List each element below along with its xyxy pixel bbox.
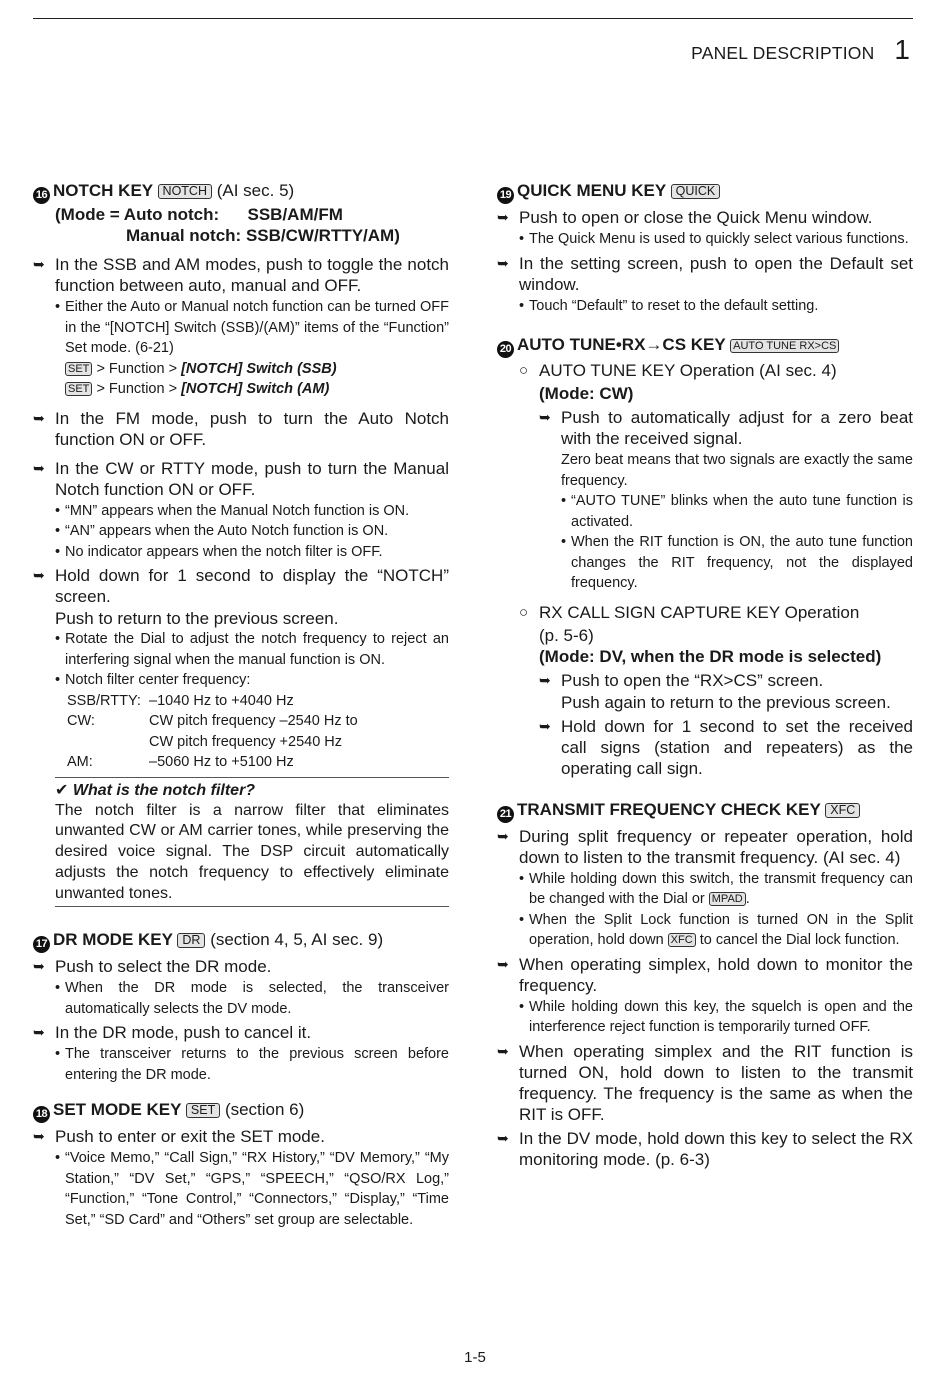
operation-heading: ○ AUTO TUNE KEY Operation (AI sec. 4) [519,360,913,381]
dr-key-icon: DR [177,933,205,948]
freq-value: CW pitch frequency –2540 Hz to [149,713,358,729]
freq-label: SSB/RTTY: [67,692,141,709]
freq-label: AM: [67,754,93,770]
section-heading [497,180,913,204]
action-item: ➥ Hold down for 1 second to set the received call signs (station and repeaters) as the operating call sign. [539,716,913,779]
section-set-mode-key [33,1099,449,1230]
action-item: ➥ When operating simplex, hold down to monitor the frequency. [497,954,913,996]
action-item: ➥ Push to enter or exit the SET mode. [33,1126,449,1147]
xfc-key-icon: XFC [825,803,860,818]
action-item: ➥ In the DV mode, hold down this key to select the RX monitoring mode. (p. 6-3) [497,1128,913,1170]
section-number-icon: 18 [33,1106,50,1123]
note-title: ✔ What is the notch filter? [55,781,256,799]
set-key-icon: SET [65,362,92,376]
action-continuation: Push again to return to the previous screen. [561,692,891,712]
freq-value: CW pitch frequency +2540 Hz [149,733,343,750]
right-column [497,176,913,1184]
bullet-item: • The transceiver returns to the previous screen before entering the DR mode. [55,1044,449,1085]
action-item: ➥ Push to select the DR mode. [33,956,449,977]
bullet-item: • “Voice Memo,” “Call Sign,” “RX History,” “DV Memory,” “My Station,” “DV Set,” “GPS,” “SPEECH,” “QSO/RX Log,” “Function,” “Tone Control,” “Connectors,” “Display,” “Time Set,” “SD Card” and “Others” set group are selectable. [55,1148,449,1230]
section-xfc-key [497,799,913,1170]
action-item: ➥ In the DR mode, push to cancel it. [33,1022,449,1043]
section-ref: (section 4, 5, AI sec. 9) [210,930,384,950]
section-number-icon: 20 [497,341,514,358]
notch-key-icon: NOTCH [158,184,212,199]
bullet-item: • While holding down this key, the squelch is open and the interference reject function is temporarily turned OFF. [519,997,913,1038]
action-item: ➥ Push to open or close the Quick Menu window. [497,207,913,228]
path-item: [NOTCH] Switch (SSB) [181,360,337,377]
action-item: ➥ Push to automatically adjust for a zero beat with the received signal. [539,407,913,449]
mode-line: (Mode: DV, when the DR mode is selected) [539,646,882,666]
page-ref: (p. 5-6) [539,625,594,645]
path-prefix: > Function > [96,360,178,377]
bullet-text: to cancel the Dial lock function. [699,932,900,948]
bullet-item: • The Quick Menu is used to quickly select various functions. [519,229,913,250]
bullet-item: • Either the Auto or Manual notch function can be turned OFF in the “[NOTCH] Switch (SSB)/(AM)” items of the “Function” Set mode. (6-21) [55,297,449,359]
bullet-text: While holding down this switch, the transmit frequency can be changed with the Dial or [529,870,913,907]
bullet-text: When the Split Lock function is turned ON in the Split operation, hold down [529,911,913,948]
left-column [33,176,449,1244]
section-title: QUICK MENU KEY [517,181,666,200]
frequency-table [55,691,449,773]
bullet-item [519,910,913,951]
section-title: SET MODE KEY [53,1100,182,1120]
bullet-item: • When the DR mode is selected, the transceiver automatically selects the DV mode. [55,978,449,1019]
action-item: ➥ During split frequency or repeater operation, hold down to listen to the transmit frequency. (AI sec. 4) [497,826,913,868]
section-title: DR MODE KEY [53,930,173,950]
quick-key-icon: QUICK [671,184,721,199]
note-body: The notch filter is a narrow filter that eliminates unwanted CW or AM carrier tones, while preserving the desired voice signal. The DSP circuit automatically adjusts the notch frequency to effectively eliminate unwanted tones. [55,801,449,902]
section-number-icon: 19 [497,187,514,204]
section-number-icon: 16 [33,187,50,204]
bullet-item: • While holding down this switch, the transmit frequency can be changed with the Dial or MPAD . [519,869,913,910]
menu-path [55,379,449,400]
action-item: ➥ Hold down for 1 second to display the “NOTCH” screen. [33,565,449,607]
path-prefix: > Function > [96,381,178,397]
bullet-item: • Touch “Default” to reset to the default setting. [519,296,913,317]
section-number-icon: 17 [33,936,50,953]
section-ref: (section 6) [224,1100,305,1120]
mode-line-2: Manual notch: SSB/CW/RTTY/AM) [126,226,400,245]
set-key-icon: SET [186,1103,220,1118]
header-title: PANEL DESCRIPTION [691,43,875,63]
section-heading [33,1099,449,1123]
xfc-key-icon: XFC [668,933,696,947]
mode-line: (Mode: CW) [539,384,634,403]
action-item: ➥ In the setting screen, push to open the Default set window. [497,253,913,295]
freq-value: –1040 Hz to +4040 Hz [149,692,294,709]
section-title: TRANSMIT FREQUENCY CHECK KEY [517,799,821,819]
section-title: AUTO TUNE•RX→CS KEY [517,335,726,354]
operation-heading: ○ RX CALL SIGN CAPTURE KEY Operation [519,602,913,623]
set-key-icon: SET [65,382,92,396]
section-heading [33,180,449,204]
bullet-item: • No indicator appears when the notch filter is OFF. [55,542,449,563]
action-item: ➥ In the CW or RTTY mode, push to turn the Manual Notch function ON or OFF. [33,458,449,500]
freq-label: CW: [67,713,95,729]
notch-filter-note [55,777,449,908]
section-ref: (AI sec. 5) [216,181,295,200]
bullet-item: • “MN” appears when the Manual Notch function is ON. [55,501,449,522]
auto-tune-key-icon: AUTO TUNE RX>CS [730,339,839,353]
action-item: ➥ In the SSB and AM modes, push to toggle the notch function between auto, manual and OFF. [33,254,449,296]
bullet-item: • “AUTO TUNE” blinks when the auto tune function is activated. [561,491,913,532]
section-quick-menu-key [497,180,913,316]
action-item: ➥ Push to open the “RX>CS” screen. [539,670,913,691]
section-heading [497,334,913,358]
mpad-key-icon: MPAD [709,892,746,906]
mode-line-1: (Mode = Auto notch: SSB/AM/FM [55,205,343,224]
page-number: 1-5 [464,1349,486,1366]
bullet-item: • “AN” appears when the Auto Notch function is ON. [55,521,449,542]
action-item: ➥ When operating simplex and the RIT function is turned ON, hold down to listen to the transmit frequency. The frequency is the same as when the RIT is OFF. [497,1041,913,1125]
page-header [691,34,910,66]
menu-path [55,359,449,380]
freq-value: –5060 Hz to +5100 Hz [149,754,294,770]
action-item: ➥ In the FM mode, push to turn the Auto Notch function ON or OFF. [33,408,449,450]
freq-label [67,732,149,753]
section-notch-key [33,180,449,907]
section-title: NOTCH KEY [53,181,153,200]
section-number-icon: 21 [497,806,514,823]
action-continuation: Push to return to the previous screen. [55,609,339,628]
top-rule [33,18,913,19]
bullet-item: • Rotate the Dial to adjust the notch frequency to reject an interfering signal when the manual function is ON. [55,629,449,670]
section-dr-mode-key [33,929,449,1085]
section-heading [497,799,913,823]
section-heading [33,929,449,953]
chapter-number: 1 [894,34,910,65]
explanation-text: Zero beat means that two signals are exactly the same frequency. [561,452,913,489]
path-item: [NOTCH] Switch (AM) [181,381,330,397]
bullet-item: • Notch filter center frequency: [55,670,449,691]
bullet-item: • When the RIT function is ON, the auto tune function changes the RIT frequency, not the displayed frequency. [561,532,913,594]
section-auto-tune-key [497,334,913,779]
